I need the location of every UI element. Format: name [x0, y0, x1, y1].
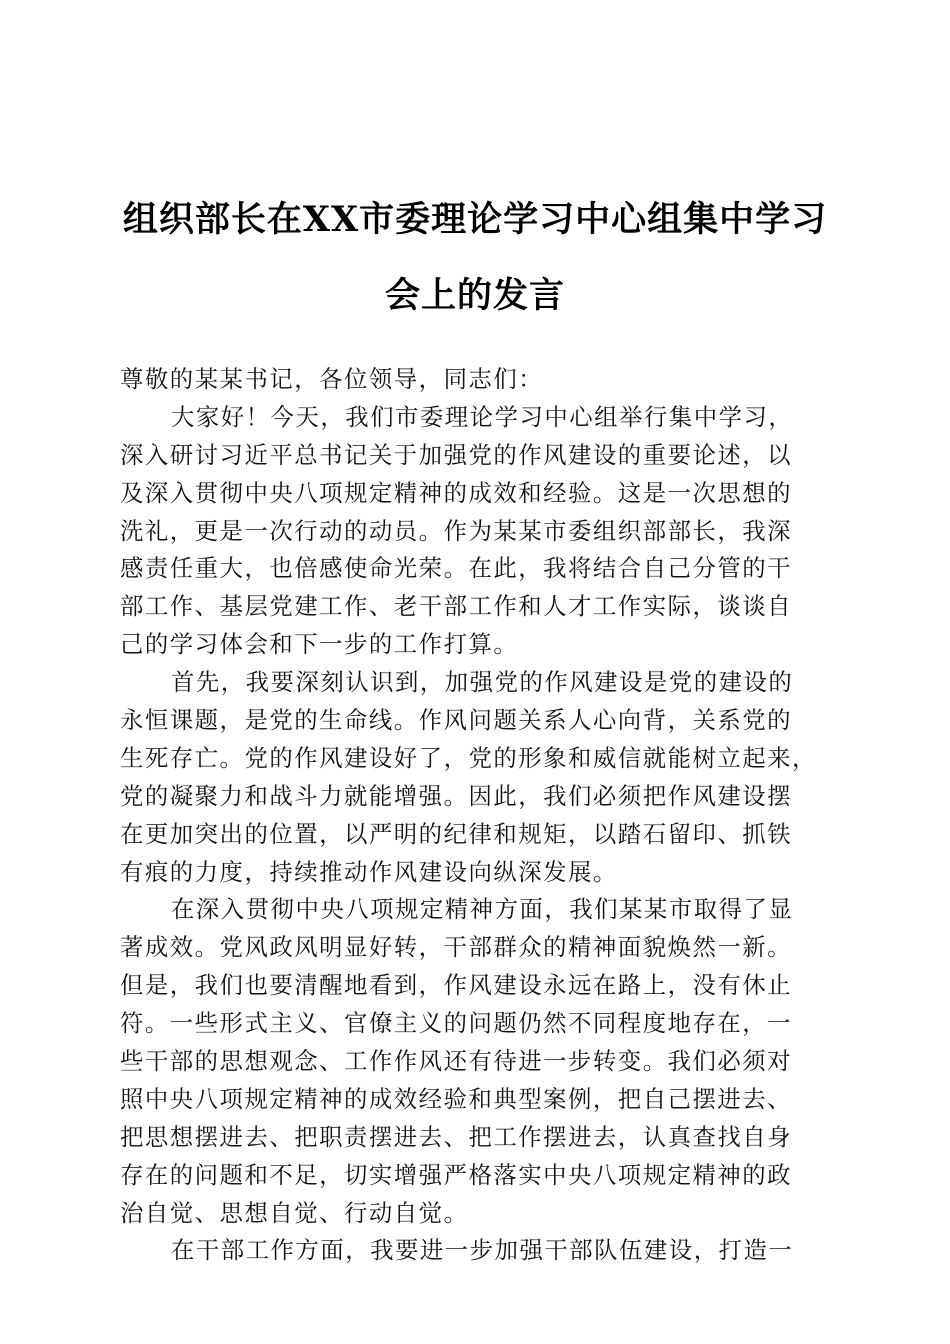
paragraph-line: 治自觉、思想自觉、行动自觉。 [120, 1198, 469, 1227]
paragraph-line: 些干部的思想观念、工作作风还有待进一步转变。我们必须对 [120, 1047, 793, 1076]
paragraph-line: 大家好！今天，我们市委理论学习中心组举行集中学习， [171, 402, 794, 431]
document-body [120, 361, 840, 1270]
paragraph-line: 首先，我要深刻认识到，加强党的作风建设是党的建设的 [171, 668, 794, 697]
paragraph-line: 深入研讨习近平总书记关于加强党的作风建设的重要论述，以 [120, 440, 793, 469]
document-title-line-1: 组织部长在XX市委理论学习中心组集中学习 [122, 199, 828, 240]
paragraph-line: 存在的问题和不足，切实增强严格落实中央八项规定精神的政 [120, 1160, 793, 1189]
paragraph-line: 在干部工作方面，我要进一步加强干部队伍建设，打造一 [171, 1236, 794, 1265]
paragraph-line: 但是，我们也要清醒地看到，作风建设永远在路上，没有休止 [120, 971, 793, 1000]
paragraph-line: 部工作、基层党建工作、老干部工作和人才工作实际，谈谈自 [120, 592, 793, 621]
paragraph-line: 著成效。党风政风明显好转，干部群众的精神面貌焕然一新。 [120, 933, 793, 962]
paragraph-line: 把思想摆进去、把职责摆进去、把工作摆进去，认真查找自身 [120, 1122, 793, 1151]
paragraph-line: 符。一些形式主义、官僚主义的问题仍然不同程度地存在，一 [120, 1009, 793, 1038]
paragraph-1 [120, 399, 840, 664]
paragraph-line: 在深入贯彻中央八项规定精神方面，我们某某市取得了显 [171, 895, 794, 924]
paragraph-line: 在更加突出的位置，以严明的纪律和规矩，以踏石留印、抓铁 [120, 819, 793, 848]
document-title-line-2: 会上的发言 [384, 275, 565, 316]
paragraph-line: 及深入贯彻中央八项规定精神的成效和经验。这是一次思想的 [120, 478, 793, 507]
paragraph-line: 党的凝聚力和战斗力就能增强。因此，我们必须把作风建设摆 [120, 781, 793, 810]
paragraph-line: 永恒课题，是党的生命线。作风问题关系人心向背，关系党的 [120, 706, 793, 735]
paragraph-line: 照中央八项规定精神的成效经验和典型案例，把自己摆进去、 [120, 1084, 793, 1113]
paragraph-line: 己的学习体会和下一步的工作打算。 [120, 630, 519, 659]
paragraph-3 [120, 891, 840, 1232]
paragraph-2 [120, 664, 840, 891]
paragraph-line: 感责任重大，也倍感使命光荣。在此，我将结合自己分管的干 [120, 554, 793, 583]
paragraph-line: 有痕的力度，持续推动作风建设向纵深发展。 [120, 857, 618, 886]
paragraph-line: 洗礼，更是一次行动的动员。作为某某市委组织部部长，我深 [120, 516, 793, 545]
paragraph-line: 生死存亡。党的作风建设好了，党的形象和威信就能树立起来， [120, 743, 817, 772]
salutation: 尊敬的某某书记，各位领导，同志们： [120, 365, 544, 393]
paragraph-4 [120, 1232, 840, 1270]
